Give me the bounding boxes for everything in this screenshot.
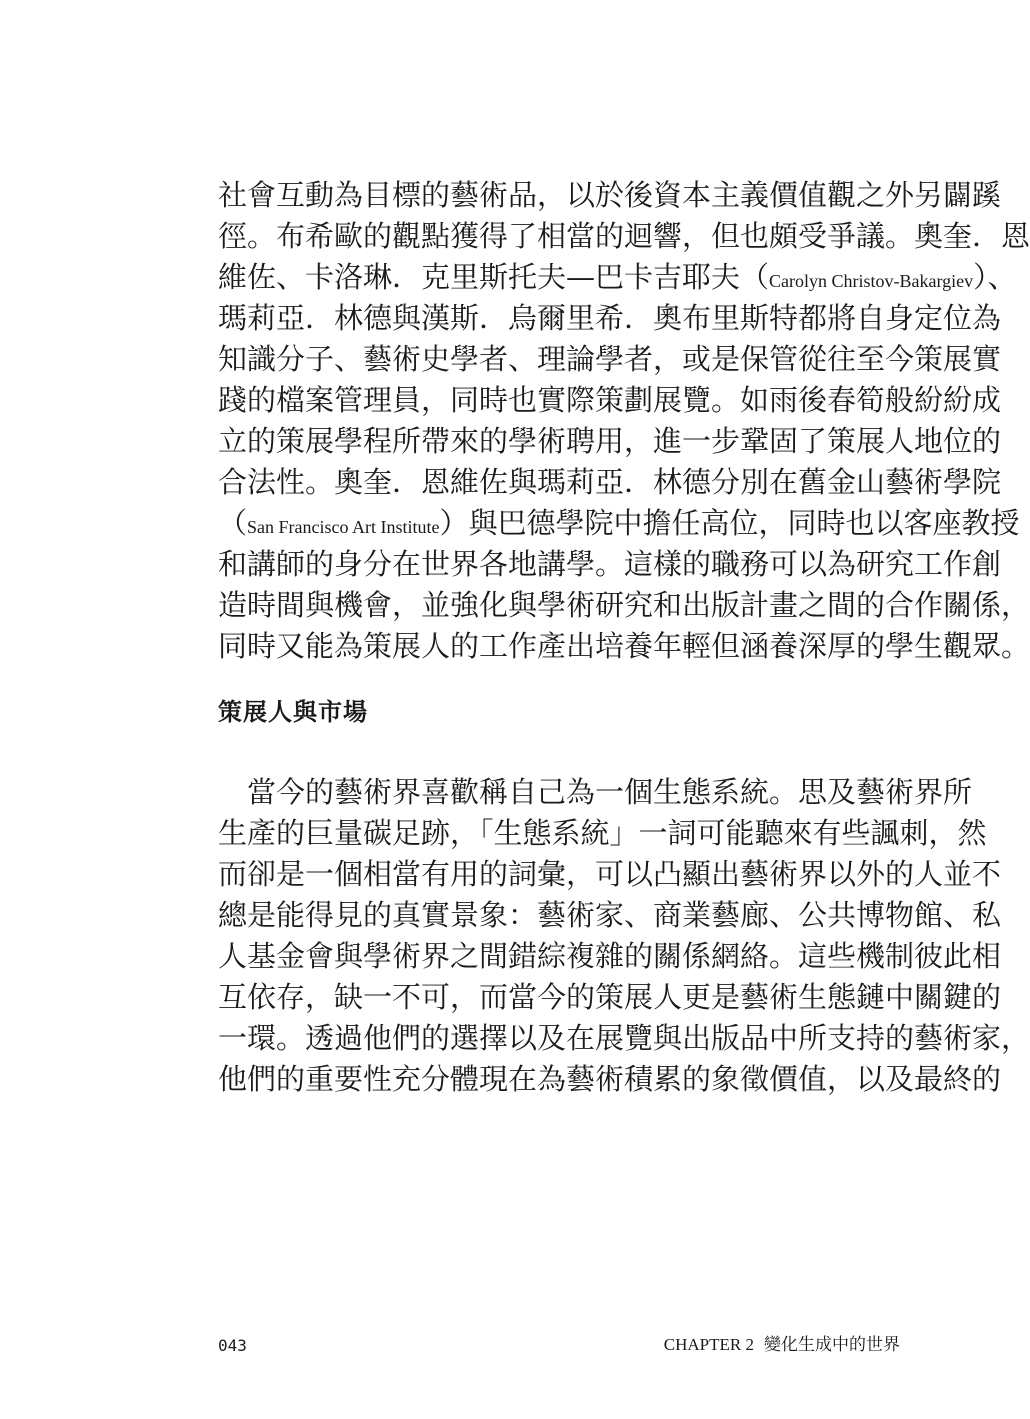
body-text-fragment: （ [218,506,248,540]
body-text-line: 知識分子、藝術史學者、理論學者，或是保管從往至今策展實 [218,342,1002,376]
body-text-line: 同時又能為策展人的工作產出培養年輕但涵養深厚的學生觀眾。 [218,629,1030,663]
body-text-fragment: 維佐、卡洛琳．克里斯托夫—巴卡吉耶夫（ [218,260,770,294]
chapter-label: CHAPTER 2 [663,1335,754,1354]
body-text-line [218,257,1017,297]
body-text-fragment: ）、 [973,260,1017,294]
body-text-line: 合法性。奧奎．恩維佐與瑪莉亞．林德分別在舊金山藝術學院 [218,465,1002,499]
body-text-line: 踐的檔案管理員，同時也實際策劃展覽。如雨後春筍般紛紛成 [218,383,1002,417]
running-footer [664,1334,900,1356]
page-number: 043 [218,1336,247,1355]
latin-name: Carolyn Christov-Bakargiev [769,271,974,291]
body-text-line: 立的策展學程所帶來的學術聘用，進一步鞏固了策展人地位的 [218,424,1002,458]
body-text-line: 社會互動為目標的藝術品，以於後資本主義價值觀之外另闢蹊 [218,178,1002,212]
body-text-line: 生產的巨量碳足跡，「生態系統」一詞可能聽來有些諷刺，然 [218,816,987,850]
chapter-title: 變化生成中的世界 [764,1335,900,1355]
body-text-line: 而卻是一個相當有用的詞彙，可以凸顯出藝術界以外的人並不 [218,857,1002,891]
section-heading: 策展人與市場 [218,698,368,726]
body-text-fragment: ）與巴德學院中擔任高位，同時也以客座教授 [439,506,1020,540]
body-text-line: 瑪莉亞．林德與漢斯．烏爾里希．奧布里斯特都將自身定位為 [218,301,1002,335]
body-text-line: 和講師的身分在世界各地講學。這樣的職務可以為研究工作創 [218,547,1002,581]
latin-name: San Francisco Art Institute [247,517,440,537]
body-text-line: 當今的藝術界喜歡稱自己為一個生態系統。思及藝術界所 [218,775,973,809]
body-text-line: 一環。透過他們的選擇以及在展覽與出版品中所支持的藝術家， [218,1021,1030,1055]
body-text-line: 徑。布希歐的觀點獲得了相當的迴響，但也頗受爭議。奧奎．恩 [218,219,1030,253]
body-text-line: 互依存，缺一不可，而當今的策展人更是藝術生態鏈中關鍵的 [218,980,1002,1014]
body-text-line: 他們的重要性充分體現在為藝術積累的象徵價值，以及最終的 [218,1062,1002,1096]
body-text-line [218,503,1020,543]
body-text-line: 總是能得見的真實景象：藝術家、商業藝廊、公共博物館、私 [218,898,1002,932]
body-text-line: 造時間與機會，並強化與學術研究和出版計畫之間的合作關係， [218,588,1030,622]
body-text-line: 人基金會與學術界之間錯綜複雜的關係網絡。這些機制彼此相 [218,939,1002,973]
